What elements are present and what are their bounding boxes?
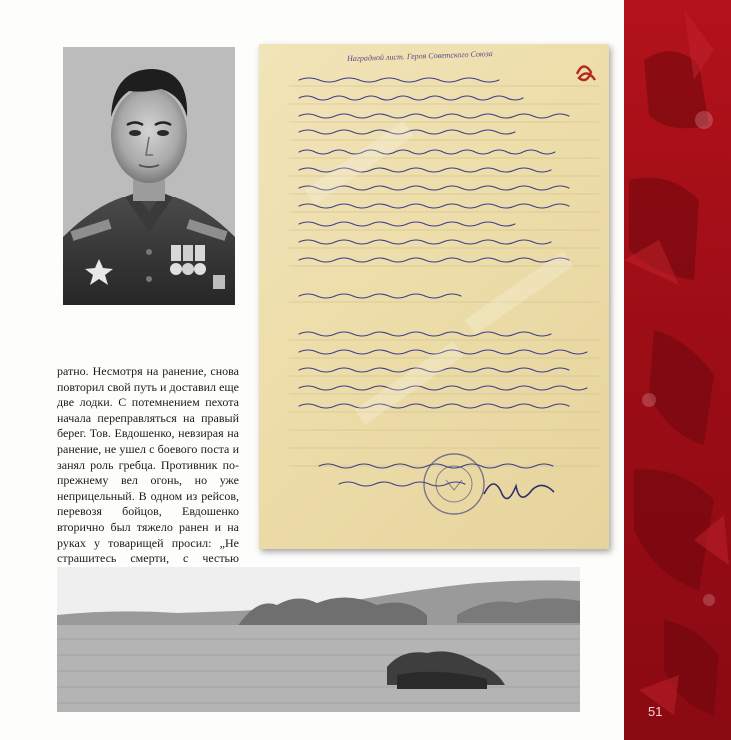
portrait-photo bbox=[63, 47, 235, 305]
page-number: 51 bbox=[648, 704, 663, 719]
body-text-column: ратно. Несмотря на ранение, снова повторил свой путь и доставил еще две лодки. С потемнением пехота начала переправляться на правый берег. Тов. Евдошенко, невзирая на ранение, не ушел с боевого поста и занял роль гребца. Противник по-прежнему вел огонь, но уже неприцельный. В одном из рейсов, перевозя бойцов, Евдошенко вторично был тяжело ранен и на руках у товарищей просил: „Не страшитесь смерти, с честью bbox=[57, 364, 239, 566]
red-side-band bbox=[624, 0, 731, 740]
document-heading: Наградной лист. Героя Советского Союза bbox=[346, 49, 493, 64]
side-band-texture bbox=[624, 0, 731, 740]
award-document bbox=[259, 44, 609, 549]
portrait-illustration bbox=[63, 47, 235, 305]
handwriting-illustration bbox=[259, 44, 609, 549]
river-illustration bbox=[57, 567, 580, 712]
river-photo bbox=[57, 567, 580, 712]
